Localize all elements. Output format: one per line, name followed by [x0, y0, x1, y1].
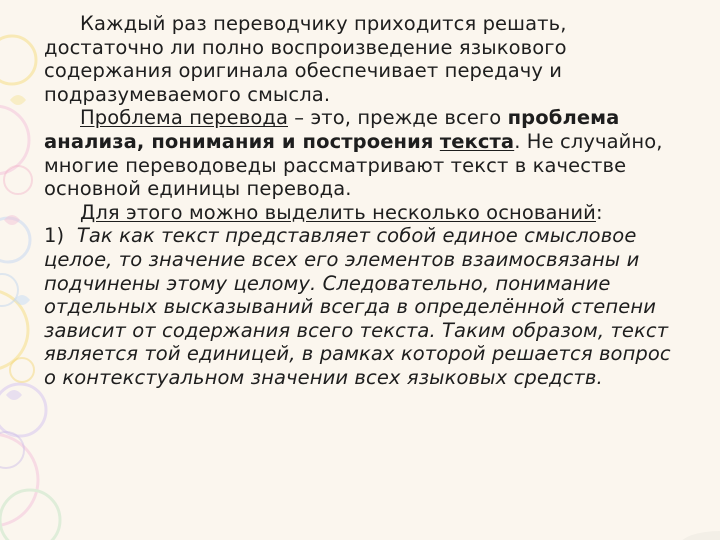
paragraph-2	[44, 106, 684, 200]
paragraph-3-colon: :	[595, 200, 603, 224]
paragraph-1: Каждый раз переводчику приходится решать, достаточно ли полно воспроизведение языкового содержания оригинала обеспечивает передачу и подразумеваемого смысла.	[44, 12, 567, 106]
paragraph-3	[44, 201, 684, 225]
paragraph-2-bold: проблема анализа, понимания и построения	[44, 106, 620, 153]
slide-body	[44, 12, 684, 390]
paragraph-2-rest: . Не случайно, многие переводоведы рассматривают текст в качестве основной единицы перевода.	[44, 129, 663, 201]
paragraph-2-dash: – это, прежде всего	[288, 106, 508, 130]
paragraph-2-lead: Проблема перевода	[80, 106, 288, 130]
paragraph-3-lead: Для этого можно выделить несколько оснований	[80, 200, 596, 224]
list-item-1-number: 1)	[44, 224, 65, 248]
list-item-1-text: Так как текст представляет собой единое смысловое целое, то значение всех его элементов взаимосвязаны и подчинены этому целому. Следовательно, понимание отдельных высказываний всегда в определённой степени зависит от содержания всего текста. Таким образом, текст является той единицей, в рамках которой решается вопрос о контекстуальном значении всех языковых средств.	[44, 224, 671, 389]
list-item-1	[44, 224, 684, 389]
paragraph-2-bold-underlined: текста	[439, 129, 515, 153]
